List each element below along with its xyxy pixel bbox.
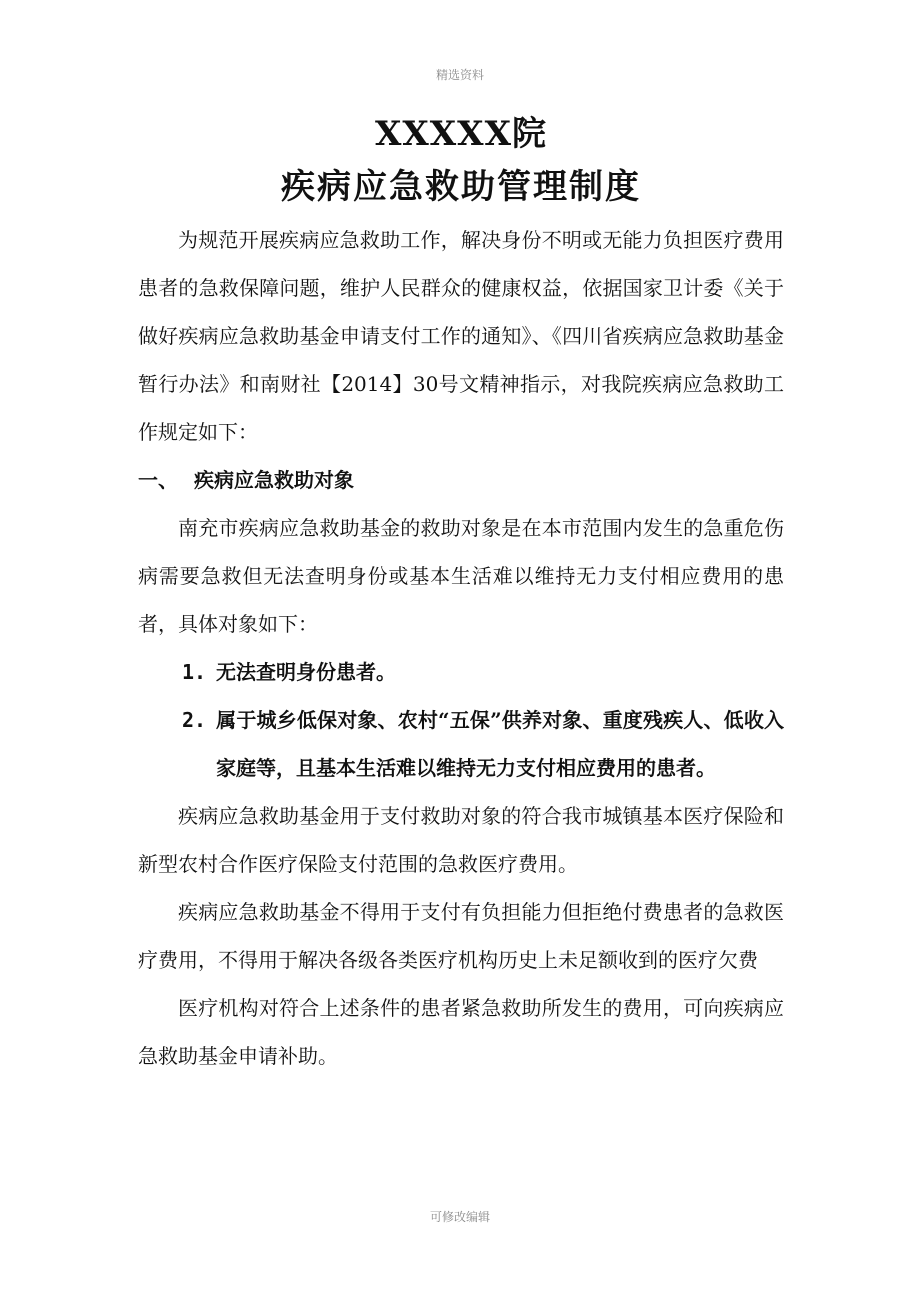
footer-watermark: 可修改编辑 — [429, 1210, 490, 1224]
list-item — [138, 648, 784, 696]
section1-paragraph: 南充市疾病应急救助基金的救助对象是在本市范围内发生的急重危伤病需要急救但无法查明身份或基本生活难以维持无力支付相应费用的患者，具体对象如下： — [138, 516, 784, 636]
exclusion-paragraph: 疾病应急救助基金不得用于支付有负担能力但拒绝付费患者的急救医疗费用，不得用于解决各级各类医疗机构历史上未足额收到的医疗欠费 — [138, 900, 784, 972]
header-watermark: 精选资料 — [435, 68, 484, 82]
list-item-text: 属于城乡低保对象、农村“五保”供养对象、重度残疾人、低收入家庭等，且基本生活难以维持无力支付相应费用的患者。 — [216, 708, 784, 780]
section-heading-1 — [138, 456, 784, 504]
list-item-text: 无法查明身份患者。 — [216, 660, 396, 684]
application-paragraph: 医疗机构对符合上述条件的患者紧急救助所发生的费用，可向疾病应急救助基金申请补助。 — [138, 996, 784, 1068]
list-item-number: 1. — [182, 660, 207, 684]
intro-paragraph: 为规范开展疾病应急救助工作，解决身份不明或无能力负担医疗费用患者的急救保障问题，维护人民群众的健康权益，依据国家卫计委《关于做好疾病应急救助基金申请支付工作的通知》、《四川省疾病应急救助基金暂行办法》和南财社【2014】30号文精神指示，对我院疾病应急救助工作规定如下： — [138, 228, 784, 444]
list-item-number: 2. — [182, 708, 207, 732]
document-title-policy: 疾病应急救助管理制度 — [281, 167, 641, 207]
document-body — [138, 108, 784, 1080]
scope-paragraph: 疾病应急救助基金用于支付救助对象的符合我市城镇基本医疗保险和新型农村合作医疗保险支付范围的急救医疗费用。 — [138, 804, 784, 876]
document-title-hospital: XXXXX院 — [375, 114, 547, 154]
section-number: 一、 — [138, 468, 178, 492]
list-item — [138, 696, 784, 792]
section-title: 疾病应急救助对象 — [194, 468, 354, 492]
